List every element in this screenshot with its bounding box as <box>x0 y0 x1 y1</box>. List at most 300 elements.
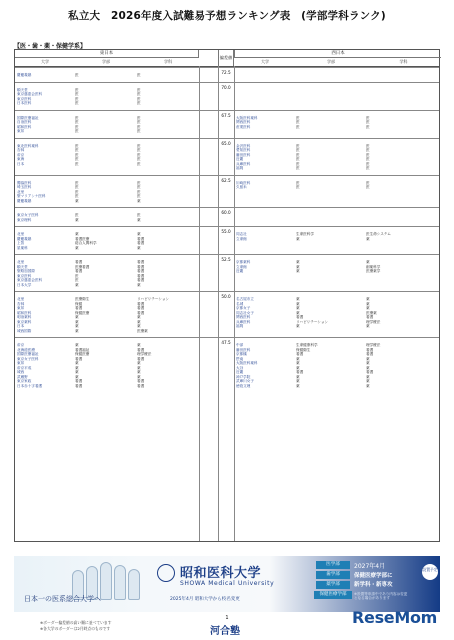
east-faculty-cell: 医 <box>75 278 79 282</box>
west-faculty-cell: 薬 <box>296 260 300 264</box>
west-university-cell: 久留米 <box>236 185 247 189</box>
ad-new-line2: 新学科・新専攻 <box>354 582 393 588</box>
west-department-cell: 薬 <box>366 301 370 306</box>
east-university-cell: 慶應義塾 <box>17 198 32 203</box>
publisher-logo: 河合塾 <box>210 626 240 637</box>
east-university-cell: 北里 <box>17 297 25 301</box>
student-figure-icon <box>100 562 112 600</box>
west-department-cell: 薬 <box>366 236 370 241</box>
east-faculty-cell: 看護 <box>75 260 83 264</box>
west-faculty-cell: 医 <box>296 120 300 124</box>
west-department-cell: 薬 <box>366 374 370 379</box>
deviation-band <box>15 207 439 226</box>
west-faculty-cell: 薬 <box>296 301 300 306</box>
east-department-cell: 看護 <box>137 278 145 282</box>
section-label: 【医・歯・薬・保健学系】 <box>14 43 87 50</box>
east-university-cell: 順天堂 <box>17 87 28 92</box>
west-department-cell: 看護 <box>366 347 374 352</box>
west-department-cell: 医療薬 <box>366 310 377 315</box>
east-department-cell: 薬 <box>137 319 141 324</box>
east-university-cell: 昭和医科 <box>17 124 32 129</box>
east-university-cell: 北里 <box>17 189 25 194</box>
east-department-cell: 看護 <box>137 241 145 245</box>
west-faculty-cell: 看護 <box>296 352 304 356</box>
east-faculty-cell: 医 <box>75 115 79 120</box>
east-department-cell: 医 <box>137 189 141 194</box>
deviation-band <box>15 291 439 337</box>
header-east-faculty: 学部 <box>102 59 110 64</box>
west-university-cell: 武庫川女子 <box>236 379 254 383</box>
east-university-cell: 北海道医療 <box>17 347 35 352</box>
header-east: 東日本 <box>15 50 199 58</box>
east-faculty-cell: 薬 <box>75 374 79 379</box>
east-university-cell: 東北医科薬科 <box>17 143 39 148</box>
west-university-cell: 京都橘 <box>236 352 247 356</box>
east-university-cell: 東京医科 <box>17 96 32 101</box>
west-department-cell: 医 <box>366 166 370 170</box>
east-faculty-cell: 薬 <box>75 319 79 324</box>
east-faculty-cell: 医 <box>75 157 79 161</box>
east-university-cell: 東京薬科 <box>17 319 32 324</box>
west-university-cell: 京都女子 <box>236 306 251 310</box>
ad-banner[interactable] <box>14 556 440 612</box>
deviation-band <box>15 67 439 82</box>
east-faculty-cell: 保健医療 <box>75 352 90 356</box>
west-department-cell: 医 <box>366 180 370 185</box>
west-department-cell: 医 <box>366 157 370 161</box>
east-department-cell: 医 <box>137 143 141 148</box>
east-faculty-cell: 医 <box>75 152 79 157</box>
east-faculty-cell: 薬 <box>75 343 79 347</box>
west-department-cell: 薬 <box>366 356 370 361</box>
east-department-cell: 看護 <box>137 347 145 352</box>
west-department-cell: 医 <box>366 124 370 129</box>
east-faculty-cell: 薬 <box>75 361 79 365</box>
east-department-cell: 医 <box>137 157 141 161</box>
west-university-cell: 近畿 <box>236 370 244 374</box>
west-faculty-cell: 医 <box>296 152 300 157</box>
west-university-cell: 大阪医科薬科 <box>236 361 258 365</box>
west-faculty-cell: 薬 <box>296 374 300 379</box>
west-university-cell: 立命館 <box>236 236 247 241</box>
east-university-cell: 昭和医科 <box>17 310 32 315</box>
west-faculty-cell: 医 <box>296 124 300 129</box>
west-university-cell: 福岡 <box>236 166 244 170</box>
west-university-cell: 産業医科 <box>236 124 251 129</box>
west-university-cell: 大阪医科薬科 <box>236 115 258 120</box>
east-department-cell: 医 <box>137 180 141 185</box>
east-faculty-cell: 看護 <box>75 383 83 388</box>
page-number: 1 <box>225 615 229 621</box>
east-department-cell: 看護 <box>137 306 145 310</box>
header-east-university: 大学 <box>41 59 49 64</box>
east-department-cell: 看護 <box>137 310 145 315</box>
east-department-cell: 医 <box>137 148 141 152</box>
east-department-cell: 医 <box>137 152 141 157</box>
deviation-value: 60.0 <box>221 210 231 215</box>
ad-planned-badge: 設置予定 <box>422 564 438 580</box>
east-department-cell: 医 <box>137 73 141 77</box>
east-university-cell: 東京家政 <box>17 379 32 383</box>
ad-dept-dentistry: 歯学部 <box>316 571 350 579</box>
ad-new-line1: 保健医療学部に <box>354 573 393 579</box>
west-faculty-cell: 医 <box>296 166 300 170</box>
west-university-cell: 近畿 <box>236 269 244 273</box>
east-department-cell: 医 <box>137 96 141 101</box>
deviation-band <box>15 82 439 110</box>
footnote: ※各大学のボーダーは2月時点のものです <box>40 626 111 631</box>
west-department-cell: 薬 <box>366 306 370 310</box>
west-department-cell: 薬 <box>366 260 370 264</box>
ad-dept-health: 保健医療学部 <box>314 591 352 599</box>
east-faculty-cell: 薬 <box>75 328 79 333</box>
east-department-cell: 看護 <box>137 356 145 361</box>
west-department-cell: 理学療法 <box>366 319 381 324</box>
west-university-cell: 大谷 <box>236 365 244 370</box>
east-university-cell: 東京理科 <box>17 217 32 222</box>
west-faculty-cell: リハビリテーション <box>296 319 329 324</box>
east-university-cell: 杏林 <box>17 148 25 152</box>
west-faculty-cell: 生命健康科学 <box>296 343 318 347</box>
deviation-value: 72.5 <box>221 70 231 75</box>
west-university-cell: 中部 <box>236 343 244 347</box>
east-faculty-cell: 薬 <box>75 370 79 374</box>
deviation-band <box>15 110 439 138</box>
east-faculty-cell: 医 <box>75 101 79 105</box>
east-department-cell: 医 <box>137 213 141 217</box>
university-logo-icon <box>157 564 175 582</box>
east-university-cell: 帝京 <box>17 343 25 347</box>
west-faculty-cell: 薬 <box>296 379 300 383</box>
west-university-cell: 立命館 <box>236 264 247 269</box>
east-department-cell: 医 <box>137 101 141 105</box>
west-department-cell: 医 <box>366 152 370 157</box>
west-department-cell: 創薬科学 <box>366 264 381 269</box>
west-department-cell: 薬 <box>366 383 370 388</box>
ranking-table <box>14 49 440 542</box>
east-university-cell: 東海 <box>17 157 25 161</box>
west-faculty-cell: 医 <box>296 180 300 185</box>
header-deviation: 偏差値 <box>218 50 234 66</box>
east-department-cell: 薬 <box>137 245 141 250</box>
east-department-cell: 看護 <box>137 264 145 269</box>
east-department-cell: 薬 <box>137 315 141 319</box>
east-department-cell: 薬 <box>137 232 141 236</box>
west-department-cell: 医療薬学 <box>366 269 381 273</box>
deviation-band <box>15 337 439 392</box>
east-faculty-cell: 保健 <box>75 301 83 306</box>
west-faculty-cell: 薬 <box>296 356 300 361</box>
header-east-department: 学科 <box>164 59 172 64</box>
east-department-cell: 看護 <box>137 269 145 273</box>
east-university-cell: 城西国際 <box>17 328 32 333</box>
west-university-cell: 金沢医科 <box>236 143 251 148</box>
east-department-cell: 薬 <box>137 324 141 328</box>
west-university-cell: 神戸学院 <box>236 374 251 379</box>
deviation-band <box>15 254 439 291</box>
west-university-cell: 名城 <box>236 301 244 306</box>
west-university-cell: 藤田医科 <box>236 152 251 157</box>
east-faculty-cell: 看護 <box>75 269 83 273</box>
east-faculty-cell: 薬 <box>75 315 79 319</box>
east-department-cell: 看護 <box>137 260 145 264</box>
east-faculty-cell: 医 <box>75 73 79 77</box>
east-faculty-cell: 医療衛生 <box>75 297 90 301</box>
header-west: 西日本 <box>234 50 441 58</box>
east-faculty-cell: 保健医療 <box>75 310 90 315</box>
east-university-cell: 東京慈恵会医科 <box>17 92 43 96</box>
west-department-cell: 薬 <box>366 324 370 328</box>
east-university-cell: 慶應義塾 <box>17 236 32 241</box>
east-department-cell: 看護 <box>137 273 145 278</box>
west-university-cell: 藤田医科 <box>236 347 251 352</box>
east-faculty-cell: 薬 <box>75 232 79 236</box>
west-faculty-cell: 薬 <box>296 324 300 328</box>
east-university-cell: 杏林 <box>17 301 25 306</box>
east-university-cell: 東京女子医科 <box>17 213 39 217</box>
west-university-cell: 徳島文理 <box>236 383 251 388</box>
east-department-cell: 看護 <box>137 301 145 306</box>
east-university-cell: 日本医科 <box>17 101 32 105</box>
west-department-cell: 薬 <box>366 297 370 301</box>
east-university-cell: 明治薬科 <box>17 315 32 319</box>
deviation-band <box>15 175 439 208</box>
east-department-cell: 医療薬 <box>137 328 148 333</box>
ad-disclaimer <box>354 592 407 601</box>
ad-year: 2027年4月 <box>354 563 386 570</box>
east-faculty-cell: 医 <box>75 92 79 96</box>
ad-dept-medicine: 医学部 <box>316 561 350 569</box>
deviation-value: 50.0 <box>221 294 231 299</box>
east-department-cell: 医 <box>137 115 141 120</box>
east-university-cell: 武蔵野 <box>17 374 28 379</box>
west-faculty-cell: 薬 <box>296 365 300 370</box>
east-department-cell: 医 <box>137 161 141 166</box>
east-faculty-cell: 薬 <box>75 365 79 370</box>
east-department-cell: 看護 <box>137 383 145 388</box>
east-faculty-cell: 医 <box>75 273 79 278</box>
west-department-cell: 医生命システム <box>366 232 391 236</box>
east-faculty-cell: 看護医療 <box>75 236 90 241</box>
east-faculty-cell: 看護 <box>75 379 83 383</box>
header-west-university: 大学 <box>261 59 269 64</box>
east-department-cell: 薬 <box>137 343 141 347</box>
west-university-cell: 関西医科 <box>236 120 251 124</box>
west-department-cell: 医 <box>366 185 370 189</box>
east-faculty-cell: 薬 <box>75 245 79 250</box>
west-university-cell: 近畿 <box>236 157 244 161</box>
east-university-cell: 日本赤十字看護 <box>17 383 43 388</box>
west-department-cell: 医 <box>366 161 370 166</box>
east-university-cell: 上智 <box>17 241 25 245</box>
deviation-value: 62.5 <box>221 177 231 183</box>
deviation-value: 47.5 <box>221 340 231 345</box>
east-department-cell: 薬 <box>137 217 141 222</box>
west-department-cell: 医 <box>366 148 370 152</box>
west-university-cell: 福岡 <box>236 324 244 328</box>
east-faculty-cell: 医療看護 <box>75 264 90 269</box>
east-department-cell: 薬 <box>137 198 141 203</box>
west-university-cell: 兵庫医科 <box>236 319 251 324</box>
west-department-cell: 薬 <box>366 365 370 370</box>
west-faculty-cell: 薬 <box>296 383 300 388</box>
deviation-value: 67.5 <box>221 112 231 118</box>
east-university-cell: 順天堂 <box>17 264 28 269</box>
east-faculty-cell: 医 <box>75 189 79 194</box>
east-faculty-cell: 医 <box>75 180 79 185</box>
east-faculty-cell: 薬 <box>75 324 79 328</box>
west-faculty-cell: 薬 <box>296 264 300 269</box>
east-department-cell: 看護 <box>137 379 145 383</box>
west-department-cell: 薬 <box>366 361 370 365</box>
page-title: 私立大 2026年度入試難易予想ランキング表 (学部学科ランク) <box>68 10 386 22</box>
west-faculty-cell: 薬 <box>296 297 300 301</box>
west-faculty-cell: 医 <box>296 161 300 166</box>
east-faculty-cell: 医 <box>75 143 79 148</box>
east-department-cell: 薬 <box>137 282 141 287</box>
east-department-cell: 医 <box>137 129 141 133</box>
header-west-faculty: 学部 <box>327 59 335 64</box>
student-figure-icon <box>128 569 140 600</box>
west-faculty-cell: 医 <box>296 148 300 152</box>
east-faculty-cell: 薬 <box>75 217 79 222</box>
ad-school-name-en: SHOWA Medical University <box>180 580 275 587</box>
east-department-cell: 医 <box>137 87 141 92</box>
east-department-cell: 薬 <box>137 370 141 374</box>
west-faculty-cell: 薬 <box>296 269 300 273</box>
west-faculty-cell: 薬 <box>296 361 300 365</box>
east-department-cell: 医 <box>137 92 141 96</box>
east-university-cell: 城西 <box>17 370 25 374</box>
west-department-cell: 医 <box>366 120 370 124</box>
east-university-cell: 北里 <box>17 232 25 236</box>
student-figure-icon <box>114 565 126 600</box>
east-faculty-cell: 医 <box>75 120 79 124</box>
east-university-cell: 帝京 <box>17 152 25 157</box>
ad-school-name: 昭和医科大学 <box>180 566 262 581</box>
ad-dept-pharmacy: 薬学部 <box>316 581 350 589</box>
west-faculty-cell: 薬 <box>296 236 300 241</box>
deviation-band <box>15 226 439 254</box>
west-department-cell: 看護 <box>366 370 374 374</box>
east-department-cell: 医 <box>137 185 141 189</box>
ad-disclaimer-line: となる場合があります <box>354 596 390 601</box>
west-department-cell: 医 <box>366 115 370 120</box>
east-university-cell: 東京女子医科 <box>17 356 39 361</box>
west-faculty-cell: 医 <box>296 115 300 120</box>
ad-tagline: 日本一の医系総合大学へ <box>24 595 101 603</box>
west-department-cell: 看護 <box>366 315 374 319</box>
east-faculty-cell: 医 <box>75 213 79 217</box>
east-university-cell: 東邦 <box>17 129 25 133</box>
east-department-cell: 薬 <box>137 365 141 370</box>
east-university-cell: 東京医科 <box>17 273 32 278</box>
east-university-cell: 東邦 <box>17 306 25 310</box>
deviation-band <box>15 138 439 175</box>
west-faculty-cell: 医 <box>296 185 300 189</box>
east-faculty-cell: 医 <box>75 194 79 198</box>
east-university-cell: 東邦 <box>17 361 25 365</box>
west-faculty-cell: 医 <box>296 143 300 148</box>
east-university-cell: 帝京平成 <box>17 365 32 370</box>
east-department-cell: 医 <box>137 120 141 124</box>
header-west-department: 学科 <box>399 59 408 64</box>
east-department-cell: 薬 <box>137 374 141 379</box>
west-university-cell: 関西医科 <box>236 315 251 319</box>
west-faculty-cell: 薬 <box>296 306 300 310</box>
east-department-cell: 理学療法 <box>137 352 152 356</box>
west-university-cell: 同志社女子 <box>236 310 254 315</box>
west-university-cell: 川崎医科 <box>236 180 251 185</box>
east-faculty-cell: 医 <box>75 185 79 189</box>
east-university-cell: 聖路加国際 <box>17 269 35 273</box>
east-department-cell: 医 <box>137 124 141 129</box>
west-faculty-cell: 看護 <box>296 315 304 319</box>
east-university-cell: 聖マリアンナ医科 <box>17 194 46 198</box>
east-university-cell: 獨協医科 <box>17 180 32 185</box>
east-faculty-cell: 医 <box>75 96 79 101</box>
deviation-value: 55.0 <box>221 229 231 234</box>
deviation-value: 52.5 <box>221 257 231 262</box>
west-department-cell: 理学療法 <box>366 343 381 347</box>
east-faculty-cell: 医 <box>75 148 79 152</box>
east-department-cell: 医 <box>137 194 141 198</box>
resemom-watermark: ReseMom <box>352 608 438 627</box>
east-university-cell: 国際医療福祉 <box>17 352 39 356</box>
east-faculty-cell: 薬 <box>75 282 79 287</box>
east-university-cell: 日本 <box>17 324 25 328</box>
east-faculty-cell: 総合人間科学 <box>75 241 97 245</box>
west-faculty-cell: 生命医科学 <box>296 232 314 236</box>
east-department-cell: 薬 <box>137 361 141 365</box>
west-faculty-cell: 薬 <box>296 310 300 315</box>
east-university-cell: 星薬科 <box>17 245 28 250</box>
east-faculty-cell: 医 <box>75 124 79 129</box>
west-faculty-cell: 看護 <box>296 370 304 374</box>
east-university-cell: 東京慈恵会医科 <box>17 278 43 282</box>
east-faculty-cell: 医 <box>75 129 79 133</box>
west-university-cell: 兵庫医科 <box>236 161 251 166</box>
ad-rename-note: 2025年4月 昭和大学から校名変更 <box>170 597 240 602</box>
east-faculty-cell: 医 <box>75 161 79 166</box>
deviation-value: 70.0 <box>221 84 231 90</box>
east-faculty-cell: 医 <box>75 87 79 92</box>
west-faculty-cell: 医 <box>296 157 300 161</box>
east-faculty-cell: 薬 <box>75 198 79 203</box>
west-university-cell: 名古屋市立 <box>236 297 254 301</box>
west-university-cell: 愛知医科 <box>236 148 251 152</box>
deviation-value: 65.0 <box>221 140 231 146</box>
east-university-cell: 自治医科 <box>17 120 32 124</box>
east-department-cell: 看護 <box>137 236 145 241</box>
east-university-cell: 日本大学 <box>17 282 32 287</box>
east-faculty-cell: 看護福祉 <box>75 347 90 352</box>
east-university-cell: 日本 <box>17 161 25 166</box>
west-university-cell: 摂南 <box>236 356 244 361</box>
east-university-cell: 国際医療福祉 <box>17 115 39 120</box>
east-university-cell: 埼玉医科 <box>17 185 32 189</box>
footnote: ※ボーダー偏差値の高い順に並べています <box>40 620 112 625</box>
west-department-cell: 薬 <box>366 379 370 383</box>
west-university-cell: 京都薬科 <box>236 260 251 264</box>
west-university-cell: 同志社 <box>236 232 247 236</box>
west-department-cell: 医 <box>366 143 370 148</box>
west-department-cell: 看護 <box>366 352 374 356</box>
east-faculty-cell: 看護 <box>75 356 83 361</box>
east-university-cell: 慶應義塾 <box>17 73 32 77</box>
east-faculty-cell: 看護 <box>75 306 83 310</box>
west-faculty-cell: 保健衛生 <box>296 347 311 352</box>
